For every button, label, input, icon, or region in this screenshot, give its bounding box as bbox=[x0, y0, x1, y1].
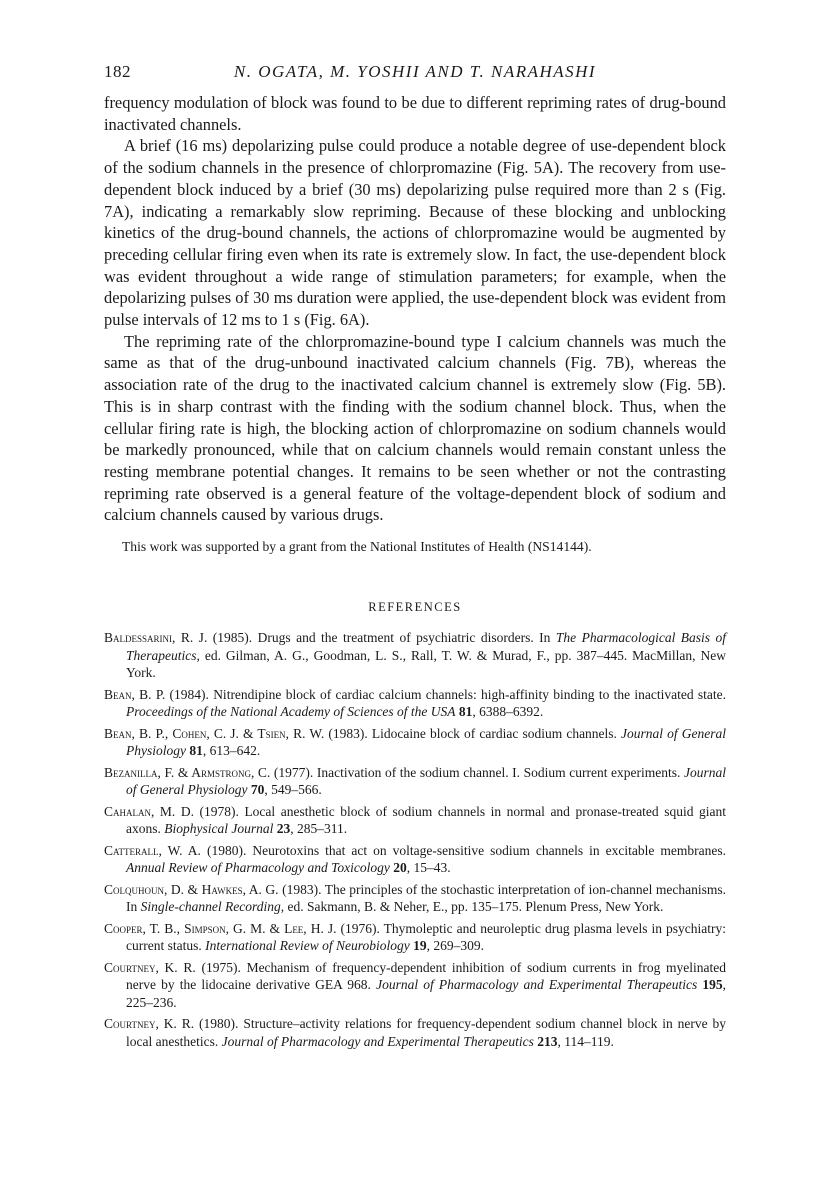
reference-item bbox=[104, 881, 726, 916]
reference-authors: Bean, B. P., Cohen, C. J. & Tsien, R. W. bbox=[104, 725, 325, 741]
reference-item bbox=[104, 725, 726, 760]
reference-title: Nitrendipine block of cardiac calcium channels: high-affinity binding to the inactivated state. bbox=[213, 686, 727, 702]
reference-item bbox=[104, 920, 726, 955]
reference-journal: Journal of General Physiology bbox=[126, 764, 726, 798]
reference-item bbox=[104, 803, 726, 838]
reference-authors: Courtney, K. R. bbox=[104, 1016, 195, 1032]
reference-list bbox=[104, 629, 726, 1050]
reference-journal: Biophysical Journal bbox=[164, 821, 274, 837]
reference-title: The principles of the stochastic interpretation of ion-channel mechanisms. In bbox=[126, 881, 727, 915]
reference-pages: , 285–311. bbox=[290, 821, 348, 837]
reference-pages: , 269–309. bbox=[426, 938, 484, 954]
reference-year: (1975). bbox=[201, 959, 241, 975]
reference-authors: Cahalan, M. D. bbox=[104, 803, 194, 819]
reference-volume: 70 bbox=[250, 782, 265, 798]
reference-journal: The Pharmacological Basis of Therapeutics bbox=[126, 630, 727, 663]
reference-details: , ed. Gilman, A. G., Goodman, L. S., Rall, T. W. & Murad, F., pp. 387–445. MacMillan, New York. bbox=[126, 647, 726, 681]
body-text bbox=[104, 92, 726, 526]
reference-volume: 213 bbox=[537, 1033, 558, 1049]
reference-year: (1983). bbox=[282, 881, 322, 897]
reference-journal: Single-channel Recording bbox=[140, 899, 281, 915]
reference-pages: , 613–642. bbox=[202, 743, 261, 759]
reference-year: (1984). bbox=[169, 686, 209, 702]
reference-title: Structure–activity relations for frequency-dependent sodium channel block in nerve by local anesthetics. bbox=[126, 1016, 727, 1049]
paragraph-1: frequency modulation of block was found to be due to different repriming rates of drug-bound inactivated channels. bbox=[104, 93, 726, 134]
reference-volume: 81 bbox=[458, 704, 473, 720]
reference-item bbox=[104, 959, 726, 1012]
running-title: N. OGATA, M. YOSHII AND T. NARAHASHI bbox=[233, 62, 597, 81]
reference-authors: Baldessarini, R. J. bbox=[104, 630, 208, 646]
paragraph-2: A brief (16 ms) depolarizing pulse could produce a notable degree of use-dependent block of the sodium channels in the presence of chlorpromazine (Fig. 5A). The recovery from use-dependent block induced by a brief (30 ms) depolarizing pulse required more than 2 s (Fig. 7A), indicating a remarkably slow repriming. Because of these blocking and unblocking kinetics of the drug-bound channels, the actions of chlorpromazine would be augmented by preceding cellular firing even when its rate is extremely slow. In fact, the use-dependent block was evident throughout a wide range of stimulation parameters; for example, when the depolarizing pulses of 30 ms duration were applied, the use-dependent block was evident from pulse intervals of 12 ms to 1 s (Fig. 6A). bbox=[104, 136, 726, 330]
reference-title: Local anesthetic block of sodium channels in normal and pronase-treated squid giant axons. bbox=[126, 803, 727, 837]
reference-year: (1983). bbox=[328, 725, 368, 741]
reference-year: (1985). bbox=[212, 630, 253, 646]
reference-journal: Journal of General Physiology bbox=[126, 725, 726, 759]
reference-journal: Annual Review of Pharmacology and Toxicology bbox=[126, 860, 390, 876]
reference-item bbox=[104, 842, 726, 877]
reference-journal: Journal of Pharmacology and Experimental Therapeutics bbox=[221, 1033, 534, 1049]
acknowledgement: This work was supported by a grant from the National Institutes of Health (NS14144). bbox=[122, 539, 592, 555]
reference-title: Mechanism of frequency-dependent inhibition of sodium currents in frog myelinated nerve by the lidocaine derivative GEA 968. bbox=[126, 959, 727, 993]
reference-pages: , 6388–6392. bbox=[472, 704, 544, 720]
reference-title: Lidocaine block of cardiac sodium channels. bbox=[371, 725, 617, 741]
page-header bbox=[104, 62, 726, 92]
reference-journal: International Review of Neurobiology bbox=[205, 938, 410, 954]
reference-title: Inactivation of the sodium channel. I. Sodium current experiments. bbox=[316, 764, 681, 780]
reference-item bbox=[104, 686, 726, 721]
reference-pages: , 114–119. bbox=[557, 1033, 614, 1049]
page bbox=[104, 62, 726, 1054]
references-heading: REFERENCES bbox=[368, 600, 462, 615]
reference-authors: Cooper, T. B., Simpson, G. M. & Lee, H. J. bbox=[104, 920, 337, 936]
reference-pages: , 225–236. bbox=[126, 977, 727, 1010]
reference-pages: , 15–43. bbox=[406, 860, 451, 876]
reference-item bbox=[104, 764, 726, 799]
reference-journal: Journal of Pharmacology and Experimental Therapeutics bbox=[376, 977, 698, 993]
reference-volume: 195 bbox=[702, 977, 723, 993]
reference-volume: 19 bbox=[413, 938, 427, 954]
reference-title: Drugs and the treatment of psychiatric disorders. In bbox=[257, 630, 551, 646]
page-number: 182 bbox=[104, 62, 131, 81]
reference-authors: Bezanilla, F. & Armstrong, C. bbox=[104, 764, 271, 780]
reference-year: (1978). bbox=[199, 803, 239, 819]
reference-item bbox=[104, 1015, 726, 1050]
reference-authors: Catterall, W. A. bbox=[104, 842, 201, 858]
reference-volume: 23 bbox=[276, 821, 291, 837]
reference-authors: Bean, B. P. bbox=[104, 686, 166, 702]
reference-year: (1977). bbox=[273, 764, 314, 780]
reference-authors: Colquhoun, D. & Hawkes, A. G. bbox=[104, 881, 279, 897]
reference-authors: Courtney, K. R. bbox=[104, 959, 196, 975]
reference-pages: , 549–566. bbox=[264, 782, 322, 798]
reference-details: , ed. Sakmann, B. & Neher, E., pp. 135–175. Plenum Press, New York. bbox=[280, 899, 664, 915]
reference-title: Thymoleptic and neuroleptic drug plasma levels in psychiatry: current status. bbox=[126, 920, 726, 954]
reference-journal: Proceedings of the National Academy of Sciences of the USA bbox=[126, 704, 456, 720]
reference-volume: 81 bbox=[189, 743, 203, 759]
reference-year: (1980). bbox=[199, 1016, 239, 1032]
reference-year: (1976). bbox=[340, 920, 380, 936]
paragraph-3: The repriming rate of the chlorpromazine-bound type I calcium channels was much the same as that of the drug-unbound inactivated calcium channels (Fig. 7B), whereas the association rate of the drug to the inactivated calcium channel is extremely slow (Fig. 5B). This is in sharp contrast with the finding with the sodium channel block. Thus, when the cellular firing rate is high, the blocking action of chlorpromazine on sodium channels would be markedly pronounced, while that on calcium channels would remain constant unless the resting membrane potential changes. It remains to be seen whether or not the contrasting repriming rate observed is a general feature of the voltage-dependent block of sodium and calcium channels caused by various drugs. bbox=[104, 331, 726, 525]
reference-year: (1980). bbox=[206, 842, 247, 858]
reference-title: Neurotoxins that act on voltage-sensitive sodium channels in excitable membranes. bbox=[252, 842, 727, 858]
reference-volume: 20 bbox=[393, 860, 407, 876]
reference-item bbox=[104, 629, 726, 682]
